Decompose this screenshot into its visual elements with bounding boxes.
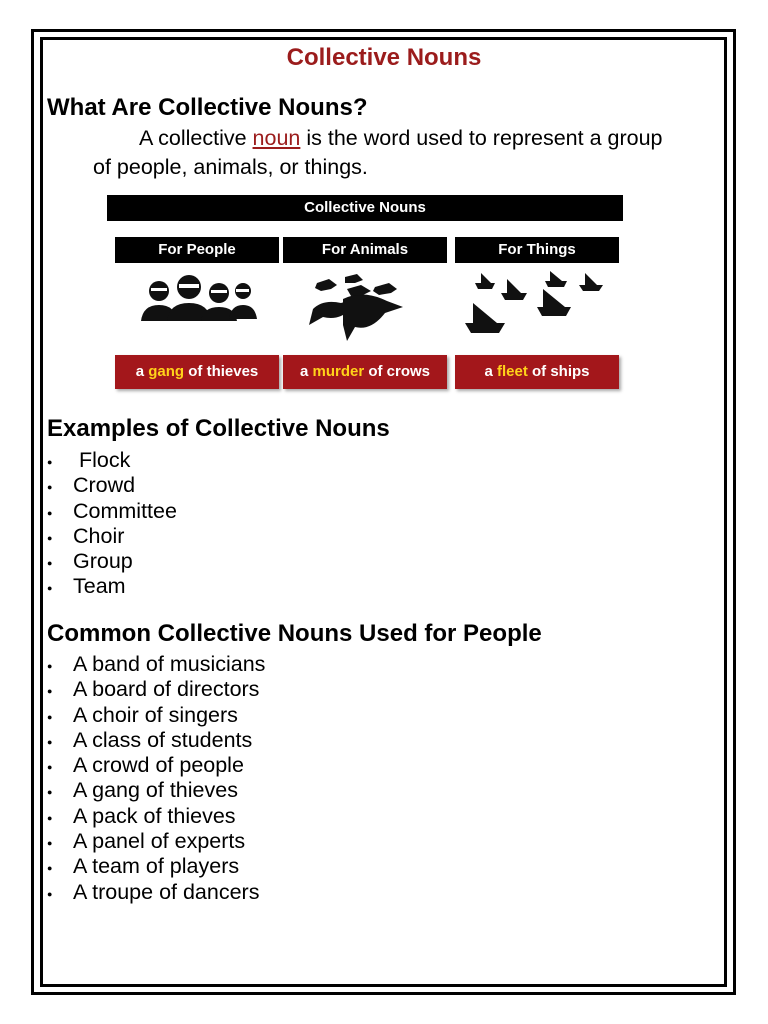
column-things (455, 237, 619, 389)
definition-paragraph (47, 124, 712, 182)
list-item: ● Team (47, 574, 177, 599)
caption-animals (283, 355, 447, 389)
list-item: ● A band of musicians (47, 652, 265, 677)
caption-things-highlight: fleet (497, 363, 528, 380)
list-item: ● A troupe of dancers (47, 880, 265, 905)
caption-people-highlight: gang (148, 363, 185, 380)
section-heading-examples: Examples of Collective Nouns (47, 415, 390, 442)
section-heading-people: Common Collective Nouns Used for People (47, 620, 542, 647)
column-head-people: For People (115, 237, 279, 263)
caption-animals-a: a (299, 363, 313, 380)
list-item: ● Crowd (47, 473, 177, 498)
examples-list (47, 448, 177, 600)
list-item: ● A gang of thieves (47, 778, 265, 803)
caption-people-a: a (135, 363, 149, 380)
definition-line2: of people, animals, or things. (93, 155, 368, 179)
list-item: ● A crowd of people (47, 753, 265, 778)
list-item: ● Flock (47, 448, 177, 473)
thieves-icon (115, 269, 279, 351)
column-head-animals: For Animals (283, 237, 447, 263)
ships-icon (455, 269, 619, 351)
list-item: ● A board of directors (47, 677, 265, 702)
crows-icon (283, 269, 447, 351)
noun-link[interactable]: noun (252, 126, 301, 150)
page-title: Collective Nouns (286, 44, 482, 71)
caption-people (115, 355, 279, 389)
section-heading-what: What Are Collective Nouns? (47, 94, 368, 121)
list-item: ● Group (47, 549, 177, 574)
caption-animals-highlight: murder (312, 363, 365, 380)
column-people (115, 237, 279, 389)
list-item: ● A class of students (47, 728, 265, 753)
list-item: ● A choir of singers (47, 703, 265, 728)
infographic-header: Collective Nouns (107, 195, 623, 221)
column-head-things: For Things (455, 237, 619, 263)
people-list (47, 652, 265, 905)
column-animals (283, 237, 447, 389)
list-item: ● A team of players (47, 854, 265, 879)
collective-nouns-infographic (107, 195, 623, 390)
caption-things-rest: of ships (527, 363, 590, 380)
list-item: ● Committee (47, 499, 177, 524)
caption-animals-rest: of crows (364, 363, 431, 380)
caption-people-rest: of thieves (184, 363, 259, 380)
definition-text-after: is the word used to represent a group (300, 126, 663, 150)
list-item: ● A panel of experts (47, 829, 265, 854)
caption-things (455, 355, 619, 389)
list-item: ● Choir (47, 524, 177, 549)
definition-text-before: A collective (139, 126, 253, 150)
caption-things-a: a (484, 363, 497, 380)
list-item: ● A pack of thieves (47, 804, 265, 829)
